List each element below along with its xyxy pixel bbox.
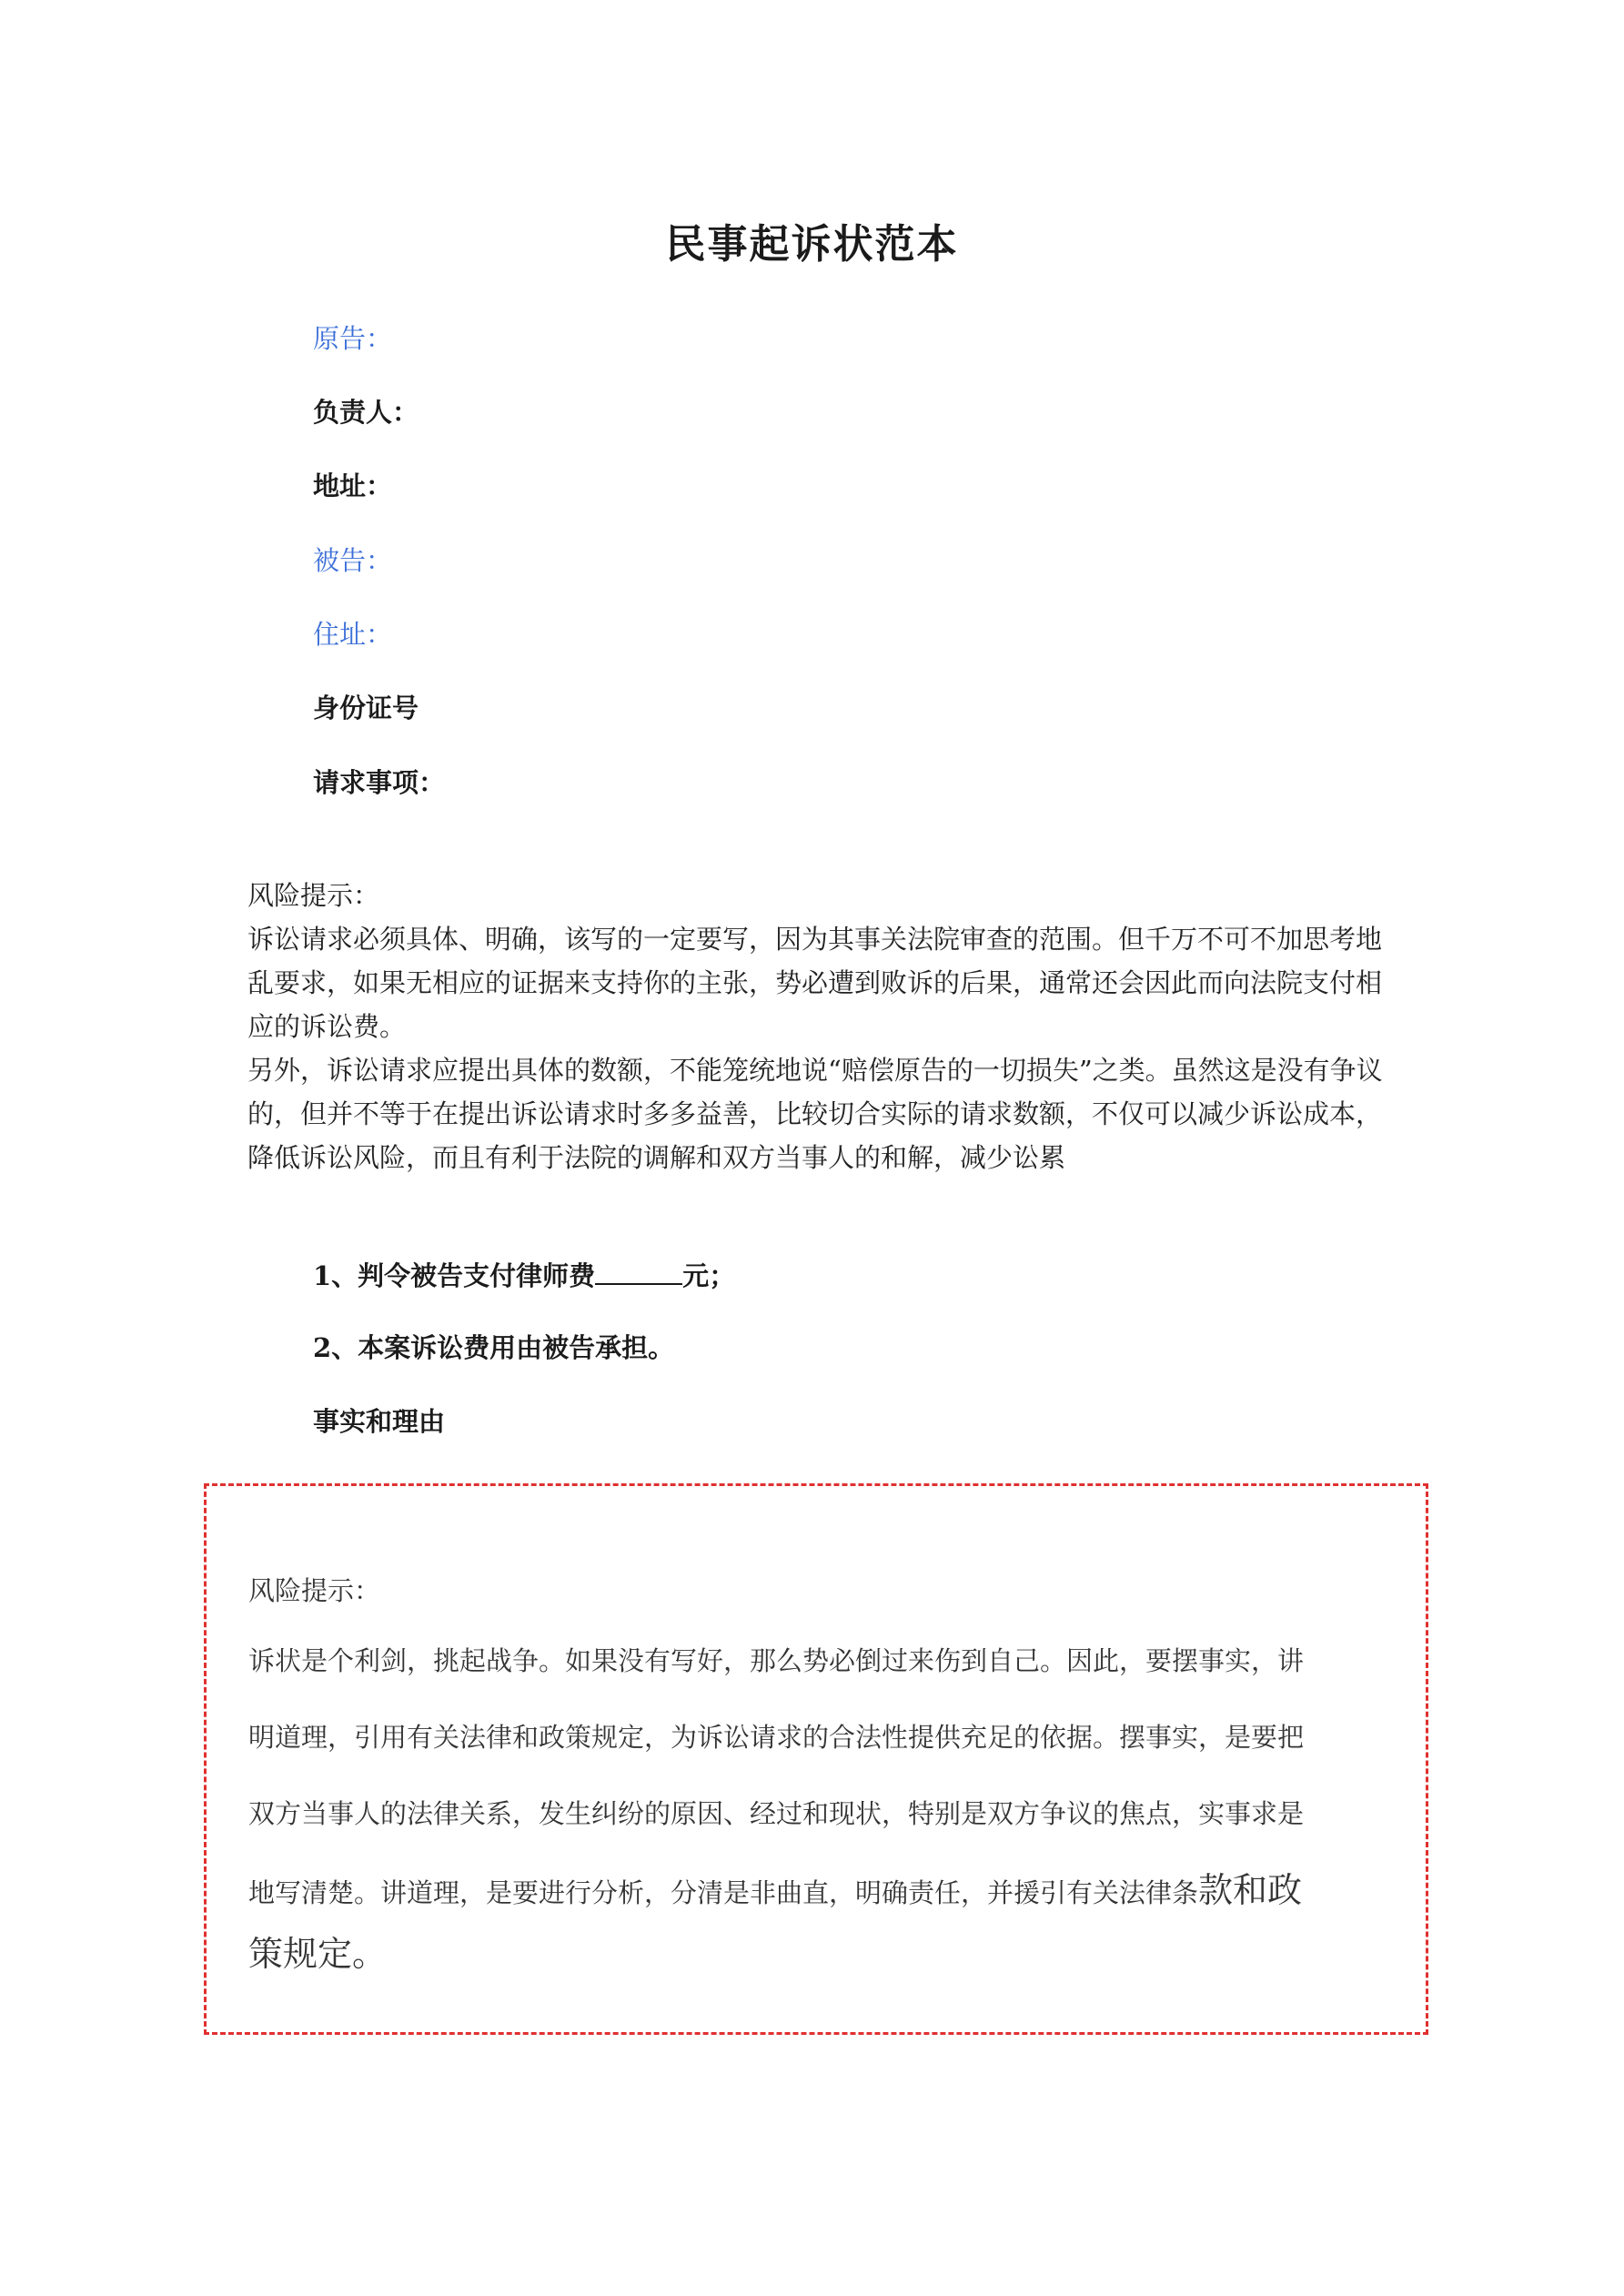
defendant-label: 被告： (313, 545, 393, 576)
risk-notice-2-box (204, 1483, 1428, 2035)
facts-heading: 事实和理由 (313, 1406, 446, 1437)
claim-item-1-suffix: 元； (682, 1260, 736, 1291)
risk-notice-2-label: 风险提示： (248, 1575, 381, 1606)
claims-heading: 请求事项： (313, 767, 446, 798)
risk-notice-2-line-4b: 款和政 (1198, 1870, 1303, 1910)
address-label: 地址： (313, 470, 393, 501)
risk-notice-1-label: 风险提示： (247, 880, 380, 911)
claim-item-2: 2、本案诉讼费用由被告承担。 (313, 1332, 675, 1363)
claim-item-1 (313, 1256, 735, 1294)
risk-notice-2-line: 双方当事人的法律关系，发生纠纷的原因、经过和现状，特别是双方争议的焦点，实事求是 (248, 1798, 1305, 1829)
id-number-label: 身份证号 (313, 693, 419, 723)
risk-notice-2-line: 策规定。 (248, 1934, 388, 1974)
risk-notice-2-line-4a: 地写清楚。讲道理，是要进行分析，分清是非曲直，明确责任，并援引有关法律条 (248, 1877, 1199, 1908)
risk-notice-1-paragraph-2: 另外，诉讼请求应提出具体的数额，不能笼统地说“赔偿原告的一切损失”之类。虽然这是没有争议的，但并不等于在提出诉讼请求时多多益善，比较切合实际的请求数额，不仅可以减少诉讼成本，降低诉讼风险，而且有利于法院的调解和双方当事人的和解，减少讼累 (247, 1055, 1383, 1173)
risk-notice-2-line: 诉状是个利剑，挑起战争。如果没有写好，那么势必倒过来伤到自己。因此，要摆事实，讲 (248, 1645, 1305, 1676)
residence-label: 住址： (313, 619, 393, 650)
risk-notice-1-paragraph-1: 诉讼请求必须具体、明确，该写的一定要写，因为其事关法院审查的范围。但千万不可不加思考地乱要求，如果无相应的证据来支持你的主张，势必遭到败诉的后果，通常还会因此而向法院支付相应的诉讼费。 (247, 924, 1383, 1042)
risk-notice-2-line (248, 1872, 1389, 1936)
risk-notice-2-line: 明道理，引用有关法律和政策规定，为诉讼请求的合法性提供充足的依据。摆事实，是要把 (248, 1722, 1305, 1753)
document-title: 民事起诉状范本 (665, 221, 959, 268)
risk-notice-1 (247, 874, 1394, 1179)
claim-item-1-text: 1、判令被告支付律师费 (313, 1260, 596, 1291)
risk-notice-2-body (248, 1643, 1389, 2012)
responsible-person-label: 负责人： (313, 397, 419, 428)
plaintiff-label: 原告： (313, 323, 393, 354)
amount-blank (595, 1256, 682, 1285)
